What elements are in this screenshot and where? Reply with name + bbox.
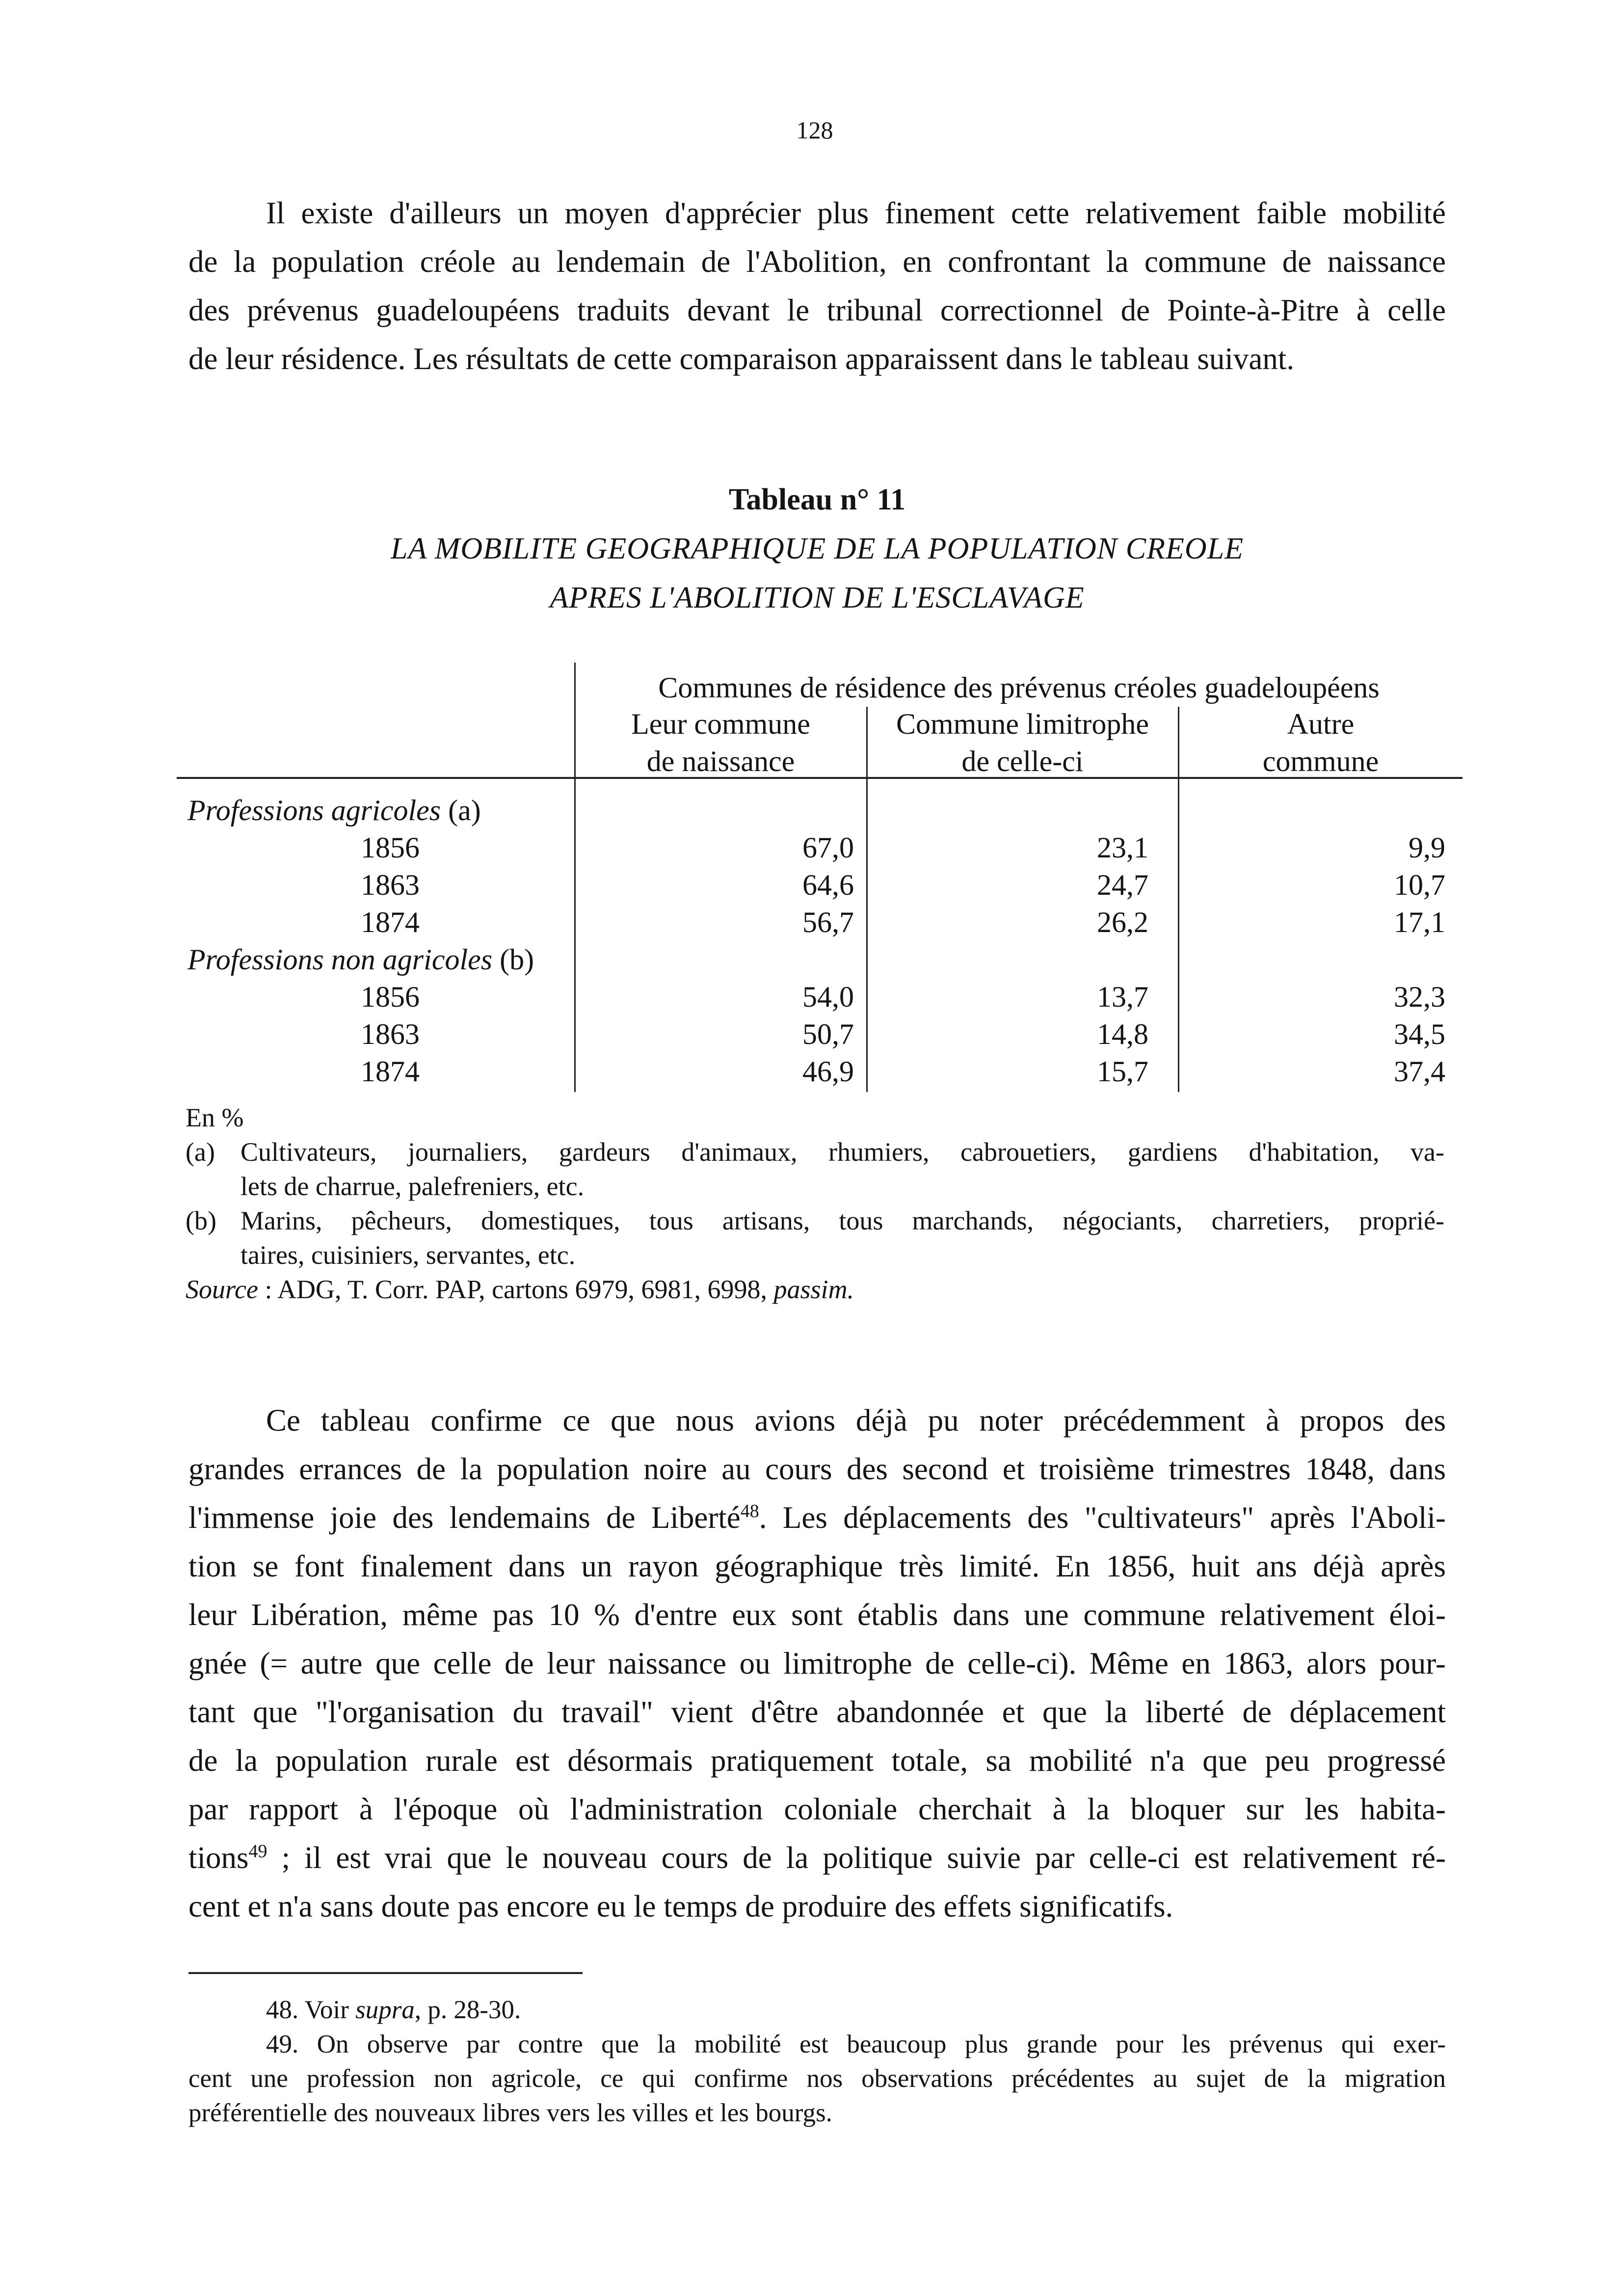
footnote-ref: 49: [248, 1841, 267, 1862]
col-header-autre: Autre: [1287, 708, 1355, 740]
body-line: gnée (= autre que celle de leur naissance ou limitrophe de celle-ci). Même en 1863, alors pour-: [188, 1646, 1446, 1681]
table-title-line1: LA MOBILITE GEOGRAPHIQUE DE LA POPULATION CREOLE: [390, 532, 1244, 565]
intro-line: des prévenus guadeloupéens traduits devant le tribunal correctionnel de Pointe-à-Pitre à celle: [188, 293, 1446, 327]
note-a: [186, 1135, 1444, 1203]
row-year: 1863: [361, 1018, 420, 1050]
row-year: 1874: [361, 1055, 420, 1088]
table-cell: 23,1: [1097, 831, 1148, 864]
table-cell: 32,3: [1394, 981, 1445, 1013]
unit-note: En %: [186, 1103, 244, 1132]
footnote-49: cent une profession non agricole, ce qui confirme nos observations précédentes au sujet de la migration: [188, 2064, 1446, 2093]
body-paragraph: [188, 1396, 1446, 1931]
intro-line: Il existe d'ailleurs un moyen d'apprécier plus finement cette relativement faible mobilité: [266, 196, 1446, 230]
intro-line: de leur résidence. Les résultats de cette comparaison apparaissent dans le tableau suivant.: [188, 342, 1295, 376]
mobility-table: [177, 660, 1463, 1092]
note-text: Cultivateurs, journaliers, gardeurs d'animaux, rhumiers, cabrouetiers, gardiens d'habitation, va-: [240, 1137, 1444, 1167]
intro-paragraph: [188, 189, 1446, 383]
footnote-48: 48. Voir supra, p. 28-30.: [266, 1996, 521, 2024]
note-text: lets de charrue, palefreniers, etc.: [240, 1172, 585, 1201]
page-number: 128: [796, 116, 833, 144]
col-header-naissance: Leur commune: [631, 708, 810, 740]
row-year: 1856: [361, 831, 420, 864]
table-number: Tableau n° 11: [728, 483, 906, 516]
table-cell: 34,5: [1394, 1018, 1445, 1050]
table-cell: 67,0: [802, 831, 854, 864]
footnote-49: préférentielle des nouveaux libres vers les villes et les bourgs.: [188, 2099, 832, 2127]
note-text: Marins, pêcheurs, domestiques, tous artisans, tous marchands, négociants, charretiers, proprié-: [240, 1206, 1444, 1235]
col-header-limitrophe: de celle-ci: [961, 745, 1084, 777]
body-line: par rapport à l'époque où l'administration coloniale cherchait à la bloquer sur les habita-: [188, 1792, 1446, 1826]
table-notes: [186, 1100, 1444, 1307]
table-cell: 10,7: [1394, 869, 1445, 901]
group-header: Communes de résidence des prévenus créoles guadeloupéens: [658, 671, 1380, 704]
note-text: taires, cuisiniers, servantes, etc.: [240, 1240, 576, 1270]
body-line: cent et n'a sans doute pas encore eu le temps de produire des effets significatifs.: [188, 1889, 1173, 1923]
section-label: Professions non agricoles (b): [187, 943, 534, 976]
note-key: (b): [186, 1206, 216, 1235]
table-cell: 14,8: [1097, 1018, 1148, 1050]
body-line: Ce tableau confirme ce que nous avions déjà pu noter précédemment à propos des: [266, 1403, 1446, 1438]
table-cell: 37,4: [1394, 1055, 1445, 1088]
col-header-naissance: de naissance: [646, 745, 795, 777]
table-cell: 24,7: [1097, 869, 1148, 901]
table-title-block: [188, 475, 1446, 622]
body-line: tion se font finalement dans un rayon géographique très limité. En 1856, huit ans déjà après: [188, 1549, 1446, 1583]
table-cell: 50,7: [802, 1018, 854, 1050]
footnotes: [188, 1993, 1446, 2130]
note-key: (a): [186, 1137, 215, 1167]
row-year: 1874: [361, 906, 420, 938]
table-cell: 56,7: [802, 906, 854, 938]
footnote-separator: [188, 1972, 583, 1974]
footnote-49: 49. On observe par contre que la mobilité est beaucoup plus grande pour les prévenus qui exer-: [266, 2030, 1446, 2058]
table-cell: 54,0: [802, 981, 854, 1013]
body-line: grandes errances de la population noire au cours des second et troisième trimestres 1848, dans: [188, 1452, 1446, 1486]
table-cell: 46,9: [802, 1055, 854, 1088]
section-label: Professions agricoles (a): [187, 794, 481, 827]
body-line: leur Libération, même pas 10 % d'entre eux sont établis dans une commune relativement éloi-: [188, 1598, 1446, 1632]
footnote-ref: 48: [740, 1501, 759, 1522]
table-cell: 64,6: [802, 869, 854, 901]
row-year: 1856: [361, 981, 420, 1013]
source-line: Source : ADG, T. Corr. PAP, cartons 6979, 6981, 6998, passim.: [186, 1275, 854, 1304]
table-title-line2: APRES L'ABOLITION DE L'ESCLAVAGE: [550, 581, 1085, 614]
body-line: de la population rurale est désormais pratiquement totale, sa mobilité n'a que peu progressé: [188, 1743, 1446, 1778]
col-header-autre: commune: [1262, 745, 1379, 777]
table-cell: 15,7: [1097, 1055, 1148, 1088]
table-cell: 9,9: [1409, 831, 1445, 864]
col-header-limitrophe: Commune limitrophe: [896, 708, 1149, 740]
row-year: 1863: [361, 869, 420, 901]
table-cell: 26,2: [1097, 906, 1148, 938]
table-cell: 13,7: [1097, 981, 1148, 1013]
intro-line: de la population créole au lendemain de l'Abolition, en confrontant la commune de naissance: [188, 244, 1446, 279]
body-line: tant que "l'organisation du travail" vient d'être abandonnée et que la liberté de déplacement: [188, 1695, 1446, 1729]
body-line: l'immense joie des lendemains de Liberté$^{48}$. Les déplacements des "cultivateurs" après l'Aboli-: [188, 1500, 1446, 1535]
note-b: [186, 1203, 1444, 1272]
body-line: tions$^{49}$ ; il est vrai que le nouveau cours de la politique suivie par celle-ci est relativement ré-: [188, 1841, 1446, 1875]
table-cell: 17,1: [1394, 906, 1445, 938]
